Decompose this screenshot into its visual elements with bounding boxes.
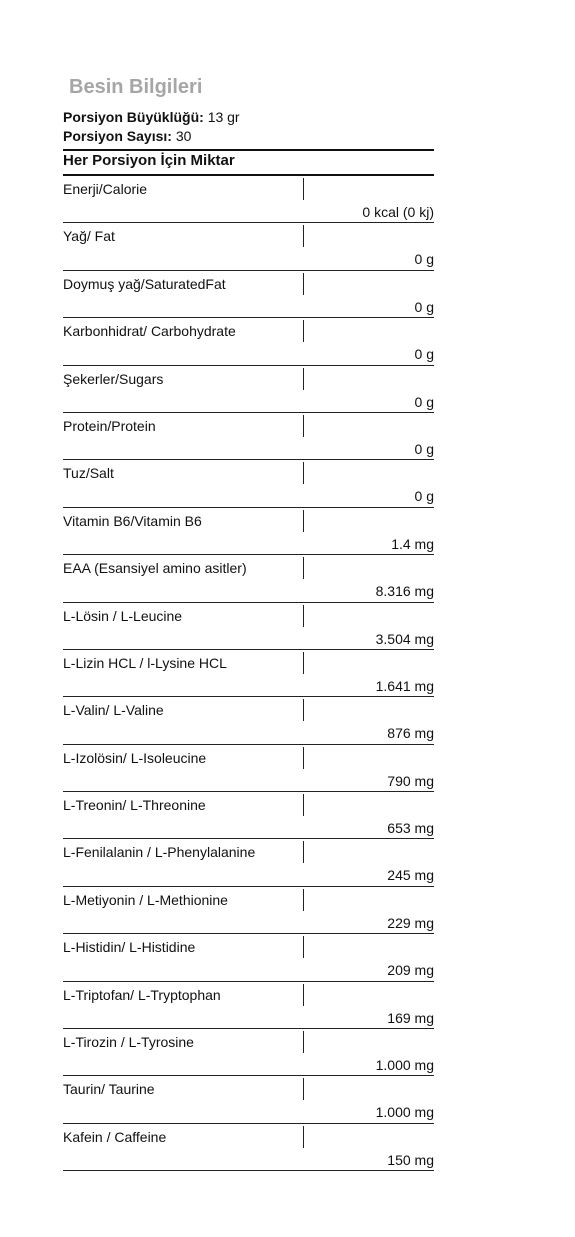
nutrient-name: Doymuş yağ/SaturatedFat (63, 275, 226, 292)
table-row (63, 1029, 434, 1076)
nutrient-name: L-Histidin/ L-Histidine (63, 939, 196, 956)
nutrient-name: L-Triptofan/ L-Tryptophan (63, 986, 221, 1003)
nutrient-name: Protein/Protein (63, 417, 156, 434)
column-divider (303, 1126, 304, 1148)
nutrient-name: Kafein / Caffeine (63, 1128, 167, 1145)
column-divider (303, 415, 304, 437)
label-title: Besin Bilgileri (69, 76, 203, 98)
nutrient-name: Karbonhidrat/ Carbohydrate (63, 323, 236, 340)
table-row (63, 887, 434, 934)
serving-size-value: 13 gr (207, 109, 240, 125)
nutrient-name: Tuz/Salt (63, 465, 114, 482)
nutrient-name: Şekerler/Sugars (63, 370, 164, 387)
column-divider (303, 889, 304, 911)
table-row (63, 603, 434, 650)
table-row (63, 460, 434, 507)
table-row (63, 366, 434, 413)
nutrient-amount: 0 g (414, 440, 434, 457)
nutrient-amount: 3.504 mg (375, 630, 434, 647)
nutrient-name: Taurin/ Taurine (63, 1081, 155, 1098)
nutrient-amount: 8.316 mg (375, 583, 434, 600)
table-row (63, 555, 434, 602)
table-row (63, 839, 434, 886)
nutrient-amount: 1.000 mg (375, 1104, 434, 1121)
column-divider (303, 510, 304, 532)
nutrient-name: L-Lizin HCL / l-Lysine HCL (63, 654, 227, 671)
nutrient-amount: 1.4 mg (391, 535, 434, 552)
table-row (63, 792, 434, 839)
nutrient-name: L-Fenilalanin / L-Phenylalanine (63, 844, 256, 861)
servings-label: Porsiyon Sayısı: (63, 128, 172, 144)
nutrient-name: Enerji/Calorie (63, 181, 148, 197)
column-divider (303, 652, 304, 674)
table-row (63, 318, 434, 365)
column-divider (303, 273, 304, 295)
servings-line (63, 128, 191, 144)
nutrient-amount: 876 mg (387, 725, 434, 742)
table-row (63, 650, 434, 697)
nutrient-table (63, 176, 434, 1171)
nutrient-amount: 169 mg (387, 1009, 434, 1026)
column-divider (303, 747, 304, 769)
column-divider (303, 699, 304, 721)
nutrient-amount: 0 g (414, 393, 434, 410)
nutrient-name: L-Metiyonin / L-Methionine (63, 891, 228, 908)
column-divider (303, 841, 304, 863)
column-divider (303, 225, 304, 247)
column-divider (303, 368, 304, 390)
nutrient-name: EAA (Esansiyel amino asitler) (63, 560, 247, 577)
nutrient-amount: 653 mg (387, 820, 434, 837)
table-row (63, 697, 434, 744)
nutrient-name: L-Valin/ L-Valine (63, 702, 164, 719)
column-divider (303, 794, 304, 816)
nutrient-amount: 150 mg (387, 1151, 434, 1168)
table-row (63, 1076, 434, 1123)
column-divider (303, 462, 304, 484)
table-row (63, 1124, 434, 1171)
nutrient-amount: 0 g (414, 346, 434, 363)
table-row (63, 271, 434, 318)
nutrient-amount: 0 g (414, 251, 434, 268)
nutrient-amount: 209 mg (387, 962, 434, 979)
nutrient-amount: 0 g (414, 298, 434, 315)
column-divider (303, 320, 304, 342)
nutrient-name: L-Tirozin / L-Tyrosine (63, 1034, 194, 1051)
serving-size-line (63, 109, 240, 125)
column-divider (303, 178, 304, 200)
column-divider (303, 557, 304, 579)
column-divider (303, 605, 304, 627)
header-rule-top (63, 149, 434, 151)
table-row (63, 745, 434, 792)
column-divider (303, 1078, 304, 1100)
nutrient-name: Vitamin B6/Vitamin B6 (63, 512, 202, 529)
nutrient-name: L-Izolösin/ L-Isoleucine (63, 749, 207, 766)
nutrient-name: Yağ/ Fat (63, 228, 115, 245)
nutrient-amount: 790 mg (387, 772, 434, 789)
nutrient-amount: 0 kcal (0 kj) (362, 204, 434, 220)
nutrient-amount: 1.000 mg (375, 1057, 434, 1074)
column-divider (303, 1031, 304, 1053)
table-row (63, 934, 434, 981)
table-row (63, 176, 434, 223)
table-row (63, 413, 434, 460)
nutrient-amount: 245 mg (387, 867, 434, 884)
column-divider (303, 984, 304, 1006)
nutrient-amount: 229 mg (387, 914, 434, 931)
serving-size-label: Porsiyon Büyüklüğü: (63, 109, 204, 125)
nutrient-amount: 0 g (414, 488, 434, 505)
section-title: Her Porsiyon İçin Miktar (63, 152, 235, 169)
nutrient-name: L-Treonin/ L-Threonine (63, 797, 206, 814)
table-row (63, 982, 434, 1029)
nutrient-name: L-Lösin / L-Leucine (63, 607, 183, 624)
table-row (63, 223, 434, 270)
column-divider (303, 936, 304, 958)
nutrient-amount: 1.641 mg (375, 677, 434, 694)
table-row (63, 508, 434, 555)
servings-value: 30 (175, 128, 192, 144)
